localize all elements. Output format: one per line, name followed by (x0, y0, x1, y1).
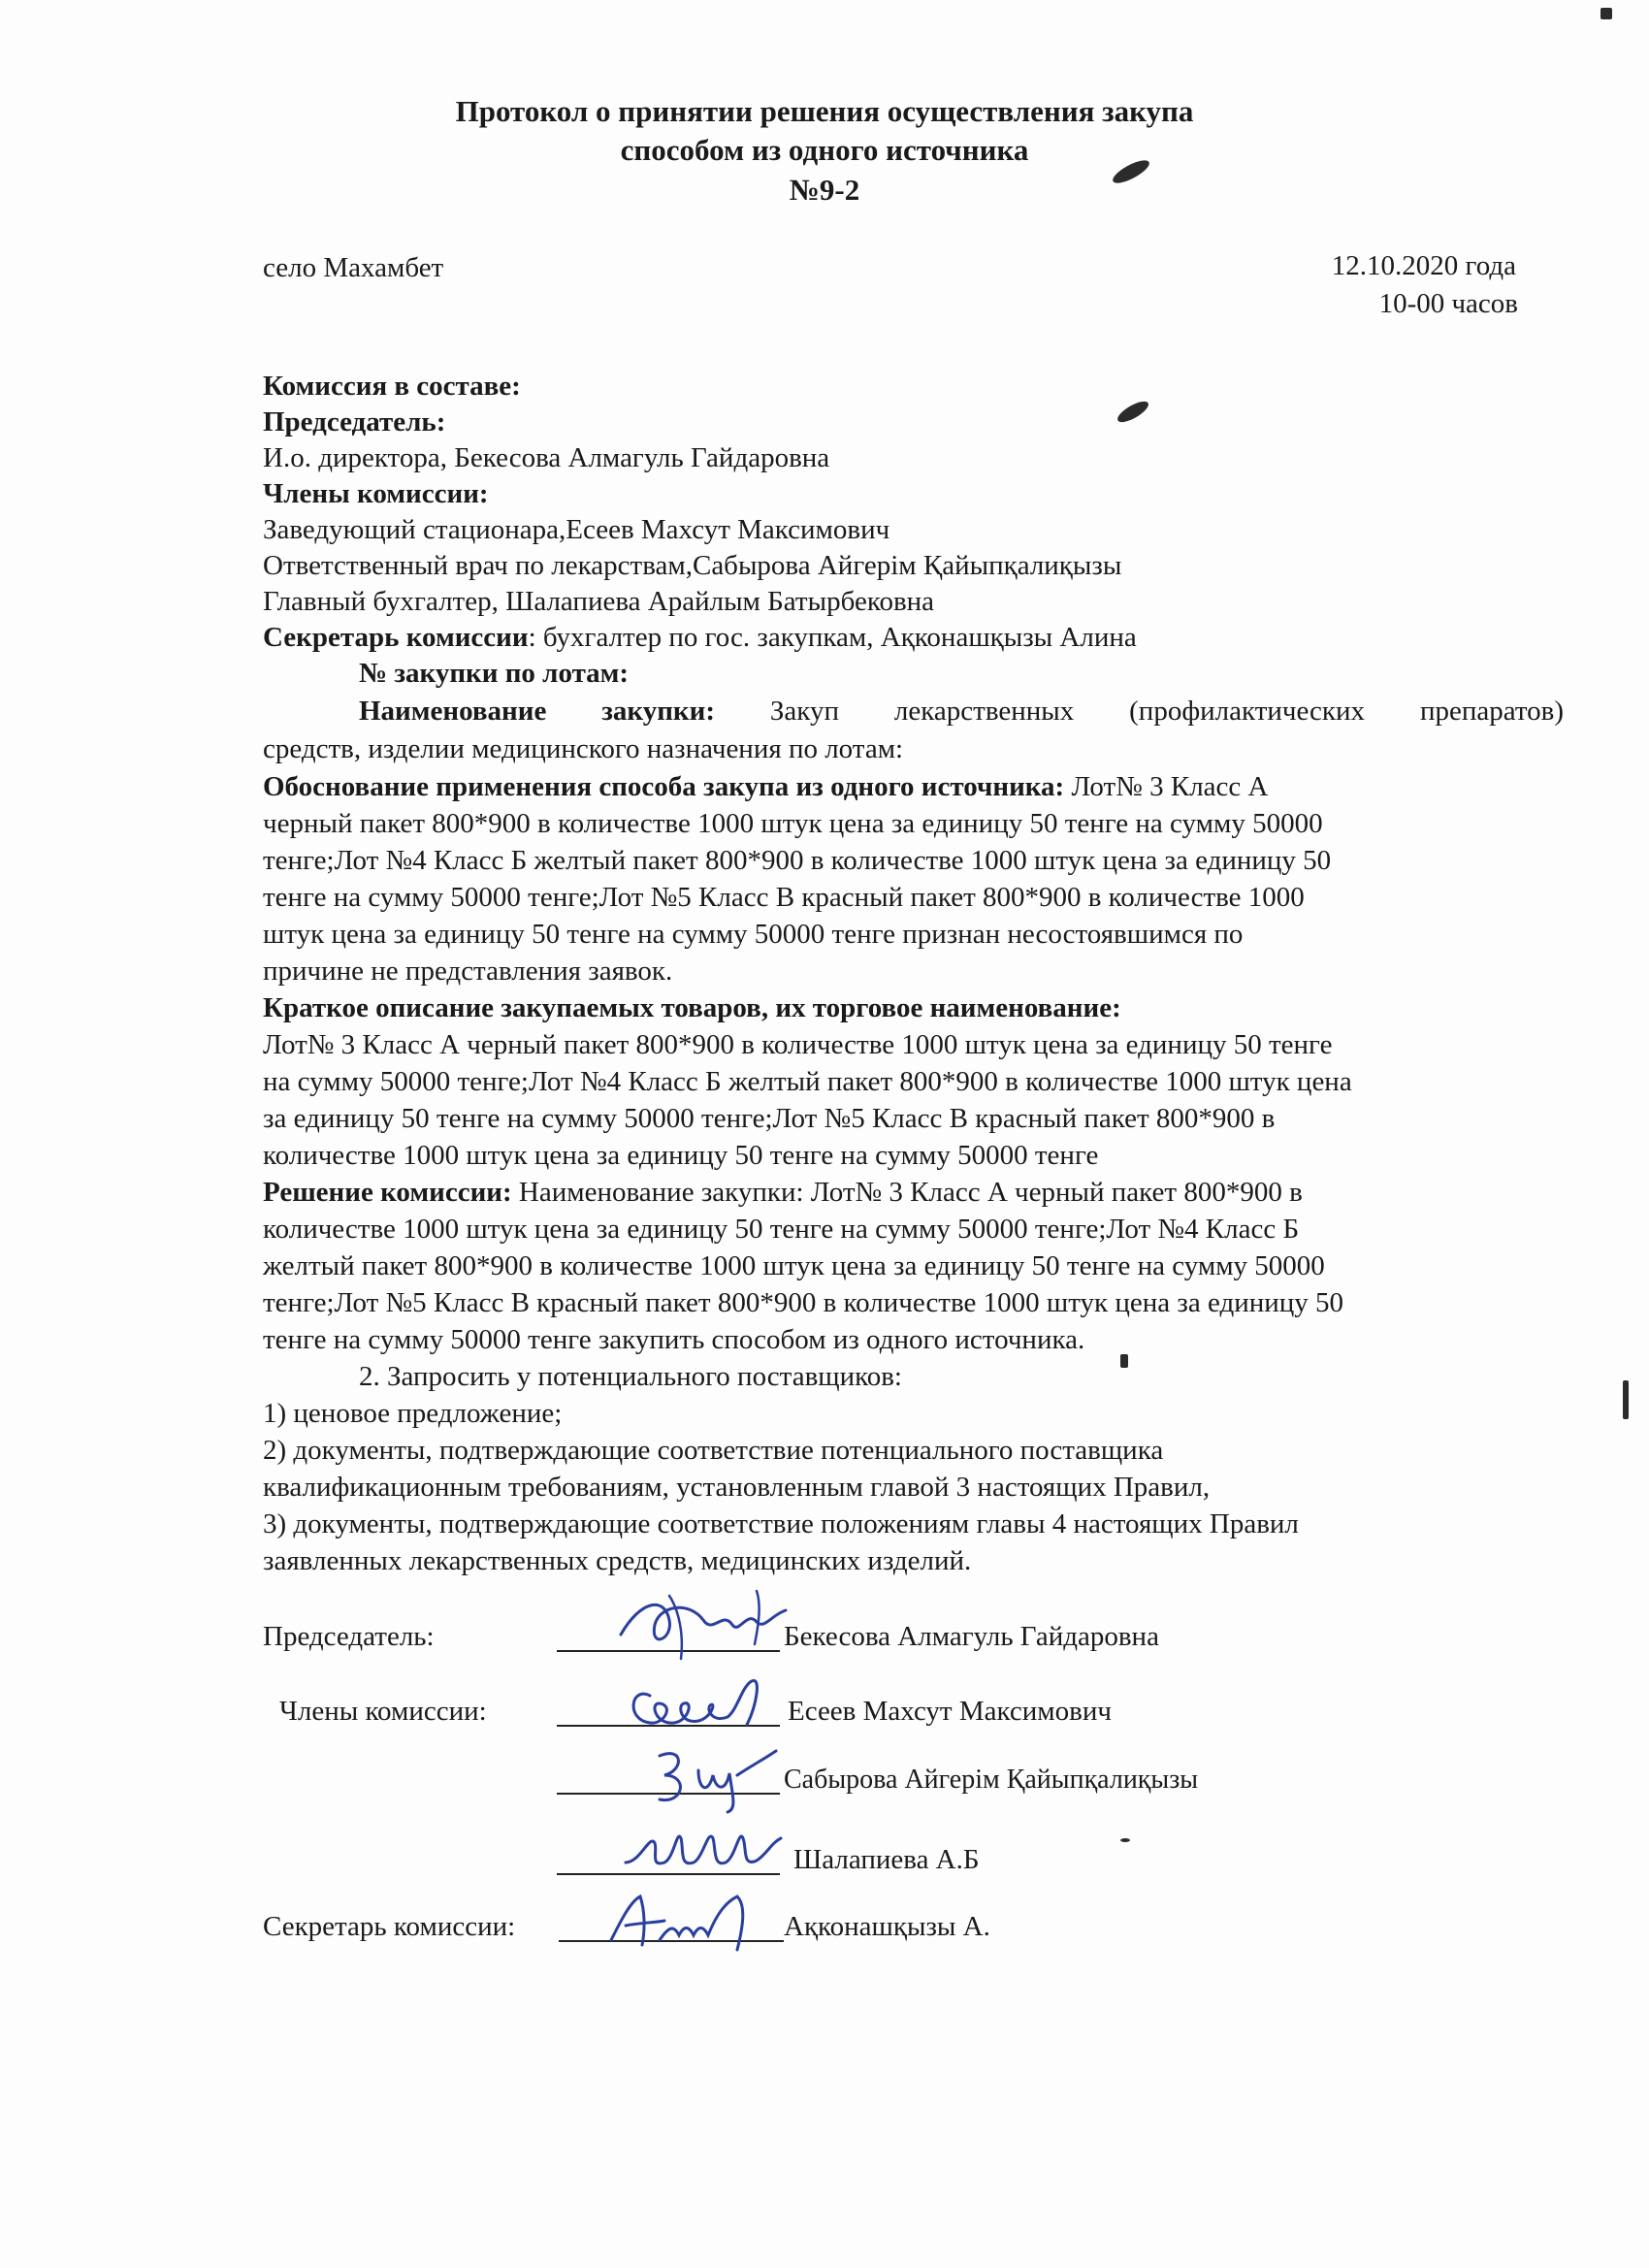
justification-line: черный пакет 800*900 в количестве 1000 штук цена за единицу 50 тенге на сумму 50000 (263, 808, 1323, 839)
sig-chair-label: Председатель: (263, 1621, 435, 1652)
decision-line1: Решение комиссии: Наименование закупки: Лот№ 3 Класс А черный пакет 800*900 в (263, 1177, 1303, 1208)
procurement-name-line2: средств, изделии медицинского назначения по лотам: (263, 733, 904, 764)
request-item: 1) ценовое предложение; (263, 1398, 563, 1429)
members-label: Члены комиссии: (263, 478, 489, 509)
date: 12.10.2020 года (1331, 250, 1516, 281)
description-line: Лот№ 3 Класс А черный пакет 800*900 в количестве 1000 штук цена за единицу 50 тенге (263, 1029, 1333, 1060)
time: 10-00 часов (1378, 288, 1518, 319)
scan-speck (1600, 8, 1612, 19)
sig-member1-name: Есеев Махсут Максимович (788, 1696, 1112, 1727)
document-number: №9-2 (789, 173, 860, 207)
member1-signature-icon (621, 1667, 795, 1744)
commission-heading: Комиссия в составе: (263, 371, 521, 402)
scan-smudge (1115, 398, 1151, 426)
document-title-line1: Протокол о принятии решения осуществления закупа (455, 94, 1194, 128)
justification-line: причине не представления заявок. (263, 956, 673, 987)
scan-speck (1120, 1838, 1130, 1842)
sig-secretary-label: Секретарь комиссии: (263, 1911, 516, 1942)
secretary-signature-icon (601, 1882, 776, 1964)
procurement-name-line1: Наименование закупки: Закуп лекарственных (профилактических препаратов) (359, 696, 1564, 727)
request-item: квалификационным требованиям, установленным главой 3 настоящих Правил, (263, 1472, 1211, 1503)
justification-line: тенге;Лот №4 Класс Б желтый пакет 800*900 в количестве 1000 штук цена за единицу 50 (263, 845, 1332, 876)
document-title-line2: способом из одного источника (620, 133, 1029, 167)
member3-signature-icon (611, 1814, 795, 1882)
chair-signature-icon (611, 1581, 805, 1669)
description-line: количестве 1000 штук цена за единицу 50 тенге на сумму 50000 тенге (263, 1140, 1099, 1171)
member-line: Заведующий стационара,Есеев Махсут Максимович (263, 514, 890, 545)
lots-label: № закупки по лотам: (359, 658, 630, 689)
request-item: заявленных лекарственных средств, медицинских изделий. (263, 1545, 972, 1576)
scan-speck (1623, 1380, 1629, 1419)
request-item: 2) документы, подтверждающие соответствие потенциального поставщика (263, 1435, 1164, 1466)
place: село Махамбет (263, 252, 444, 283)
request-line: 2. Запросить у потенциального поставщиков: (359, 1361, 902, 1392)
chair-line: И.о. директора, Бекесова Алмагуль Гайдаровна (263, 442, 830, 473)
member-line: Главный бухгалтер, Шалапиева Арайлым Батырбековна (263, 586, 935, 617)
chair-label: Председатель: (263, 406, 446, 437)
member-line: Ответственный врач по лекарствам,Сабырова Айгерім Қайыпқалиқызы (263, 550, 1122, 581)
decision-line: желтый пакет 800*900 в количестве 1000 штук цена за единицу 50 тенге на сумму 50000 (263, 1250, 1325, 1281)
decision-line: тенге;Лот №5 Класс В красный пакет 800*900 в количестве 1000 штук цена за единицу 50 (263, 1287, 1344, 1318)
description-label: Краткое описание закупаемых товаров, их торговое наименование: (263, 992, 1121, 1023)
justification-line: тенге на сумму 50000 тенге;Лот №5 Класс В красный пакет 800*900 в количестве 1000 (263, 882, 1305, 913)
sig-member3-name: Шалапиева А.Б (793, 1844, 980, 1875)
description-line: на сумму 50000 тенге;Лот №4 Класс Б желтый пакет 800*900 в количестве 1000 штук цена (263, 1066, 1352, 1097)
secretary-line: Секретарь комиссии: бухгалтер по гос. закупкам, Ақконашқызы Алина (263, 622, 1137, 653)
sig-chair-name: Бекесова Алмагуль Гайдаровна (784, 1621, 1159, 1652)
decision-line: тенге на сумму 50000 тенге закупить способом из одного источника. (263, 1324, 1085, 1355)
sig-secretary-name: Ақконашқызы А. (784, 1911, 990, 1942)
justification-line: штук цена за единицу 50 тенге на сумму 50000 тенге признан несостоявшимся по (263, 919, 1244, 950)
sig-members-label: Члены комиссии: (279, 1696, 487, 1727)
member2-signature-icon (640, 1736, 786, 1814)
scan-speck (1120, 1354, 1128, 1368)
description-line: за единицу 50 тенге на сумму 50000 тенге;Лот №5 Класс В красный пакет 800*900 в (263, 1103, 1276, 1134)
decision-line: количестве 1000 штук цена за единицу 50 тенге на сумму 50000 тенге;Лот №4 Класс Б (263, 1214, 1300, 1245)
sig-member2-name: Сабырова Айгерім Қайыпқалиқызы (784, 1765, 1199, 1795)
request-item: 3) документы, подтверждающие соответствие положениям главы 4 настоящих Правил (263, 1508, 1299, 1539)
justification-line1: Обоснование применения способа закупа из одного источника: Лот№ 3 Класс А (263, 771, 1269, 802)
